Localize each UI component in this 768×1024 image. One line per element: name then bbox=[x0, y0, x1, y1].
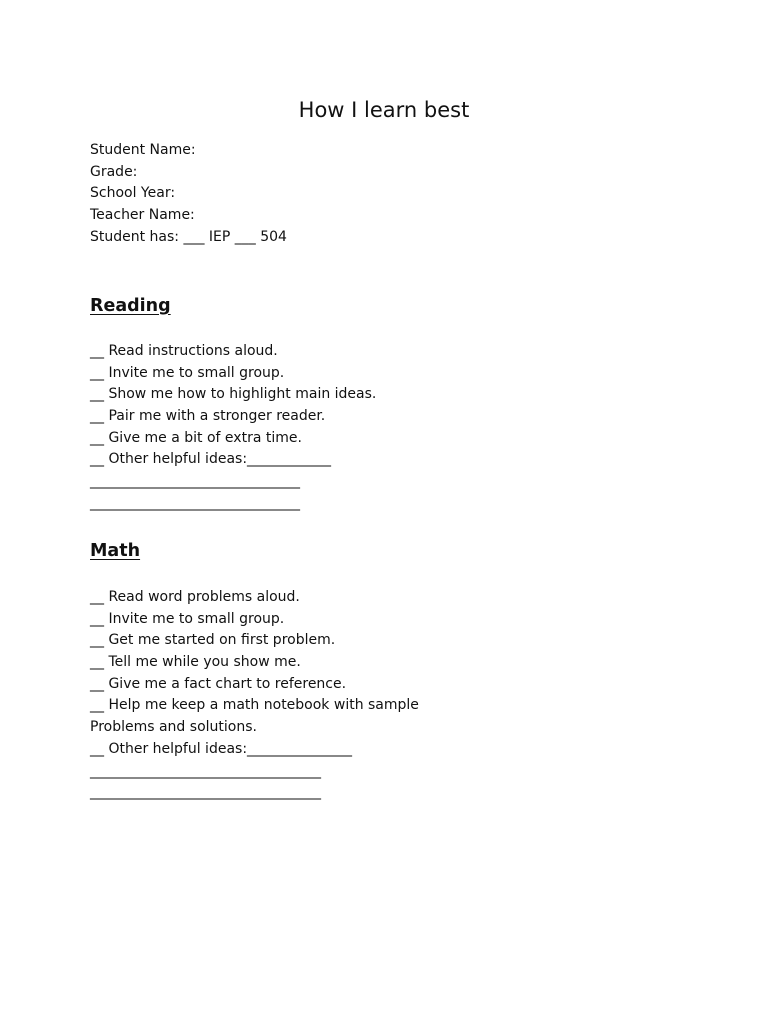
math-item: __ Invite me to small group. bbox=[90, 610, 285, 627]
student-name-line: Student Name: bbox=[90, 142, 196, 158]
math-item: __ Help me keep a math notebook with sample bbox=[90, 697, 419, 714]
iep-504-line: Student has: ___ IEP ___ 504 bbox=[90, 228, 287, 245]
reading-blank-line: ______________________________ bbox=[90, 494, 300, 511]
reading-other-ideas: __ Other helpful ideas:____________ bbox=[90, 451, 332, 468]
reading-item: __ Pair me with a stronger reader. bbox=[90, 408, 326, 425]
reading-blank-line: ______________________________ bbox=[90, 473, 300, 490]
school-year-line: School Year: bbox=[90, 185, 176, 202]
reading-item: __ Show me how to highlight main ideas. bbox=[90, 386, 377, 403]
math-checklist bbox=[90, 587, 690, 804]
teacher-name-line: Teacher Name: bbox=[90, 207, 195, 224]
reading-checklist bbox=[90, 341, 690, 515]
math-blank-line: _________________________________ bbox=[90, 784, 321, 801]
math-item: __ Get me started on first problem. bbox=[90, 632, 336, 649]
reading-item: __ Give me a bit of extra time. bbox=[90, 429, 302, 446]
reading-item: __ Invite me to small group. bbox=[90, 364, 285, 381]
reading-item: __ Read instructions aloud. bbox=[90, 343, 278, 359]
reading-heading: Reading bbox=[90, 296, 171, 316]
math-item: __ Read word problems aloud. bbox=[90, 589, 300, 605]
student-info-section bbox=[90, 140, 690, 248]
grade-line: Grade: bbox=[90, 163, 138, 180]
math-blank-line: _________________________________ bbox=[90, 762, 321, 779]
math-item: __ Give me a fact chart to reference. bbox=[90, 675, 347, 692]
math-other-ideas: __ Other helpful ideas:_______________ bbox=[90, 740, 353, 757]
math-item-continuation: Problems and solutions. bbox=[90, 719, 257, 736]
math-heading: Math bbox=[90, 541, 141, 561]
math-item: __ Tell me while you show me. bbox=[90, 654, 301, 671]
page-title: How I learn best bbox=[298, 98, 470, 122]
